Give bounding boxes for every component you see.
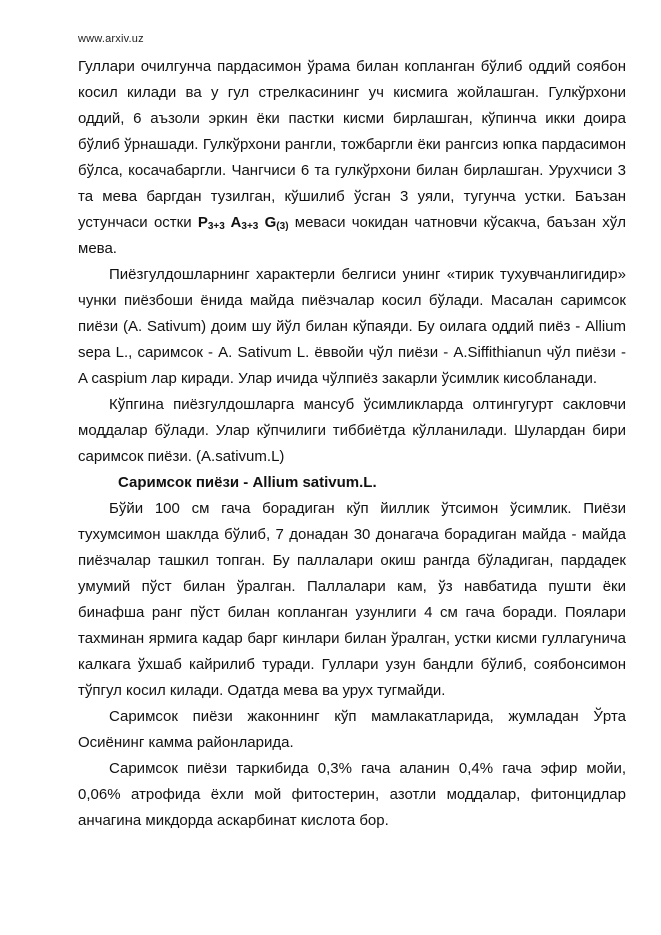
paragraph-fruit-text: меваси чокидан чатновчи кўсакча, баъзан хўл мева. [78,214,627,257]
paragraph-flower-structure [78,54,626,262]
section-heading-garlic: Саримсок пиёзи - Allium sativum.L. [118,474,377,491]
site-header: www.arxiv.uz [78,33,144,45]
paragraph-sulfur-compounds: Кўпгина пиёзгулдошларга мансуб ўсимликларда олтингугурт сакловчи моддалар бўлади. Улар кўпчилиги тиббиётда кўлланилади. Шулардан бири саримсок пиёзи. (A.sativum.L) [78,396,626,465]
flower-formula: $P_{3+3}$ $A_{3+3}$ $G_{(3)}$ [197,214,289,232]
paragraph-flower-text: Гуллари очилгунча пардасимон ўрама билан копланган бўлиб оддий соябон косил килади ва у гул стрелкасининг уч кисмига жойлашган. Гулкўрхони оддий, 6 аъзоли эркин ёки пастки кисми бирлашган, кўпинча икки доира бўлиб ўрнашади. Гулкўрхони рангли, тожбаргли ёки рангсиз юпка пардасимон бўлса, косачабаргли. Чангчиси 6 та гулкўрхони билан бирлашган. Урухчиси 3 та мева баргдан тузилган, кўшилиб ўсган 3 уяли, тугунча устки. Баъзан устунчаси остки [78,58,626,231]
paragraph-garlic-composition: Саримсок пиёзи таркибида 0,3% гача аланин 0,4% гача эфир мойи, 0,06% атрофида ёхли мой фитостерин, азотли моддалар, фитонцидлар анчагина микдорда аскарбинат кислота бор. [78,760,626,829]
document-page [78,32,626,834]
paragraph-garlic-distribution: Саримсок пиёзи жаконнинг кўп мамлакатларида, жумладан Ўрта Осиёнинг камма районларида. [78,708,626,751]
paragraph-onion-family: Пиёзгулдошларнинг характерли белгиси унинг «тирик тухувчанлигидир» чунки пиёзбоши ёнида майда пиёзчалар косил бўлади. Масалан саримсок пиёзи (A. Sativum) доим шу йўл билан кўпаяди. Бу оилага оддий пиёз - Allium sepa L., саримсок - A. Sativum L. ёввойи чўл пиёзи - A.Siffithianun чўл пиёзи - A caspium лар киради. Улар ичида чўлпиёз закарли ўсимлик кисобланади. [78,266,626,387]
paragraph-garlic-description: Бўйи 100 см гача борадиган кўп йиллик ўтсимон ўсимлик. Пиёзи тухумсимон шаклда бўлиб, 7 донадан 30 донагача борадиган майда - майда пиёзчалар ташкил топган. Бу паллалари окиш рангда бўладиган, пардадек умумий пўст билан ўралган. Паллалари кам, ўз навбатида пушти ёки бинафша ранг пўст билан копланган узунлиги 4 см гача боради. Поялари тахминан ярмига кадар барг кинлари билан ўралган, устки кисми гуллагунича калкага ўхшаб кайрилиб туради. Гуллари узун бандли бўлиб, соябонсимон тўпгул косил килади. Одатда мева ва урух тугмайди. [78,500,626,699]
